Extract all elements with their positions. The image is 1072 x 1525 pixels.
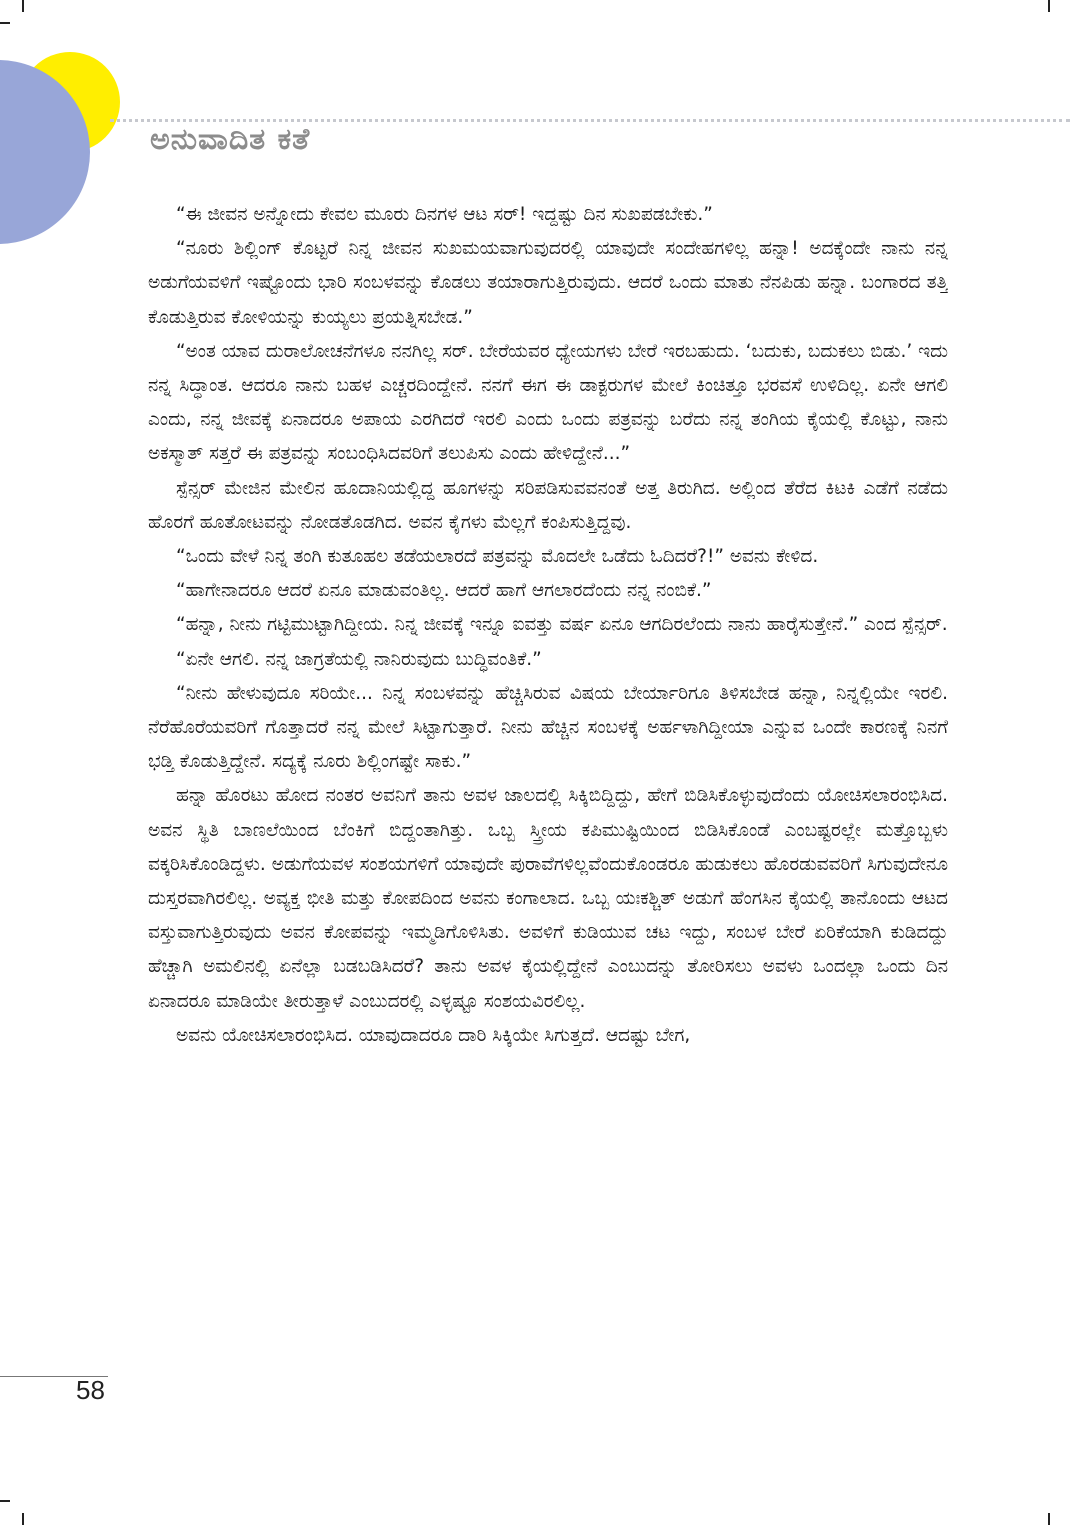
crop-mark bbox=[22, 1513, 24, 1525]
section-title: ಅನುವಾದಿತ ಕತೆ bbox=[150, 122, 311, 157]
paragraph: “ಏನೇ ಆಗಲಿ. ನನ್ನ ಜಾಗ್ರತೆಯಲ್ಲಿ ನಾನಿರುವುದು ಬುದ್ಧಿವಂತಿಕೆ.” bbox=[176, 648, 542, 670]
paragraph: “ಹಾಗೇನಾದರೂ ಆದರೆ ಏನೂ ಮಾಡುವಂತಿಲ್ಲ. ಆದರೆ ಹಾಗೆ ಆಗಲಾರದೆಂದು ನನ್ನ ನಂಬಿಕೆ.” bbox=[176, 580, 712, 602]
paragraph: “ಅಂತ ಯಾವ ದುರಾಲೋಚನೆಗಳೂ ನನಗಿಲ್ಲ ಸರ್. ಬೇರೆಯವರ ಧ್ಯೇಯಗಳು ಬೇರೆ ಇರಬಹುದು. ‘ಬದುಕು, ಬದುಕಲು ಬಿಡು.’ ಇದು ನನ್ನ ಸಿದ್ಧಾಂತ. ಆದರೂ ನಾನು ಬಹಳ ಎಚ್ಚರದಿಂದ್ದೇನೆ. ನನಗೆ ಈಗ ಈ ಡಾಕ್ಟರುಗಳ ಮೇಲೆ ಕಿಂಚಿತ್ತೂ ಭರವಸೆ ಉಳಿದಿಲ್ಲ. ಏನೇ ಆಗಲಿ ಎಂದು, ನನ್ನ ಜೀವಕ್ಕೆ ಏನಾದರೂ ಅಪಾಯ ಎರಗಿದರೆ ಇರಲಿ ಎಂದು ಒಂದು ಪತ್ರವನ್ನು ಬರೆದು ನನ್ನ ತಂಗಿಯ ಕೈಯಲ್ಲಿ ಕೊಟ್ಟು, ನಾನು ಅಕಸ್ಮಾತ್ ಸತ್ತರೆ ಈ ಪತ್ರವನ್ನು ಸಂಬಂಧಿಸಿದವರಿಗೆ ತಲುಪಿಸು ಎಂದು ಹೇಳಿದ್ದೇನೆ...” bbox=[148, 340, 948, 465]
crop-mark bbox=[0, 22, 10, 24]
crop-mark bbox=[1048, 1513, 1050, 1525]
crop-mark bbox=[22, 0, 24, 12]
paragraph: ಸ್ಪೆನ್ಸರ್ ಮೇಜಿನ ಮೇಲಿನ ಹೂದಾನಿಯಲ್ಲಿದ್ದ ಹೂಗಳನ್ನು ಸರಿಪಡಿಸುವವನಂತೆ ಅತ್ತ ತಿರುಗಿದ. ಅಲ್ಲಿಂದ ತೆರೆದ ಕಿಟಕಿ ಎಡೆಗೆ ನಡೆದು ಹೊರಗೆ ಹೂತೋಟವನ್ನು ನೋಡತೊಡಗಿದ. ಅವನ ಕೈಗಳು ಮೆಲ್ಲಗೆ ಕಂಪಿಸುತ್ತಿದ್ದವು. bbox=[148, 477, 948, 533]
paragraph: “ಈ ಜೀವನ ಅನ್ನೋದು ಕೇವಲ ಮೂರು ದಿನಗಳ ಆಟ ಸರ್! ಇದ್ದಷ್ಟು ದಿನ ಸುಖಪಡಬೇಕು.” bbox=[176, 204, 713, 225]
paragraph: ಹನ್ನಾ ಹೊರಟು ಹೋದ ನಂತರ ಅವನಿಗೆ ತಾನು ಅವಳ ಜಾಲದಲ್ಲಿ ಸಿಕ್ಕಿಬಿದ್ದಿದ್ದು, ಹೇಗೆ ಬಿಡಿಸಿಕೊಳ್ಳುವುದೆಂದು ಯೋಚಿಸಲಾರಂಭಿಸಿದ. ಅವನ ಸ್ಥಿತಿ ಬಾಣಲೆಯಿಂದ ಬೆಂಕಿಗೆ ಬಿದ್ದಂತಾಗಿತ್ತು. ಒಬ್ಬ ಸ್ತ್ರೀಯ ಕಪಿಮುಷ್ಟಿಯಿಂದ ಬಿಡಿಸಿಕೊಂಡೆ ಎಂಬಷ್ಟರಲ್ಲೇ ಮತ್ತೊಬ್ಬಳು ವಕ್ಕರಿಸಿಕೊಂಡಿದ್ದಳು. ಅಡುಗೆಯವಳ ಸಂಶಯಗಳಿಗೆ ಯಾವುದೇ ಪುರಾವೆಗಳಿಲ್ಲವೆಂದುಕೊಂಡರೂ ಹುಡುಕಲು ಹೊರಡುವವರಿಗೆ ಸಿಗುವುದೇನೂ ದುಸ್ತರವಾಗಿರಲಿಲ್ಲ. ಅವ್ಯಕ್ತ ಭೀತಿ ಮತ್ತು ಕೋಪದಿಂದ ಅವನು ಕಂಗಾಲಾದ. ಒಬ್ಬ ಯಃಕಶ್ಚಿತ್ ಅಡುಗೆ ಹೆಂಗಸಿನ ಕೈಯಲ್ಲಿ ತಾನೊಂದು ಆಟದ ವಸ್ತುವಾಗುತ್ತಿರುವುದು ಅವನ ಕೋಪವನ್ನು ಇಮ್ಮಡಿಗೊಳಿಸಿತು. ಅವಳಿಗೆ ಕುಡಿಯುವ ಚಟ ಇದ್ದು, ಸಂಬಳ ಬೇರೆ ಏರಿಕೆಯಾಗಿ ಕುಡಿದದ್ದು ಹೆಚ್ಚಾಗಿ ಅಮಲಿನಲ್ಲಿ ಏನೆಲ್ಲಾ ಬಡಬಡಿಸಿದರೆ? ತಾನು ಅವಳ ಕೈಯಲ್ಲಿದ್ದೇನೆ ಎಂಬುದನ್ನು ತೋರಿಸಲು ಅವಳು ಒಂದಲ್ಲಾ ಒಂದು ದಿನ ಏನಾದರೂ ಮಾಡಿಯೇ ತೀರುತ್ತಾಳೆ ಎಂಬುದರಲ್ಲಿ ಎಳ್ಳಷ್ಟೂ ಸಂಶಯವಿರಲಿಲ್ಲ. bbox=[148, 785, 948, 1012]
story-body bbox=[148, 198, 948, 1398]
crop-mark bbox=[1048, 0, 1050, 12]
crop-mark bbox=[0, 1500, 10, 1502]
paragraph: “ನೀನು ಹೇಳುವುದೂ ಸರಿಯೇ... ನಿನ್ನ ಸಂಬಳವನ್ನು ಹೆಚ್ಚಿಸಿರುವ ವಿಷಯ ಬೇರ್ಯಾರಿಗೂ ತಿಳಿಸಬೇಡ ಹನ್ನಾ, ನಿನ್ನಲ್ಲಿಯೇ ಇರಲಿ. ನೆರೆಹೊರೆಯವರಿಗೆ ಗೊತ್ತಾದರೆ ನನ್ನ ಮೇಲೆ ಸಿಟ್ಟಾಗುತ್ತಾರೆ. ನೀನು ಹೆಚ್ಚಿನ ಸಂಬಳಕ್ಕೆ ಅರ್ಹಳಾಗಿದ್ದೀಯಾ ಎನ್ನುವ ಒಂದೇ ಕಾರಣಕ್ಕೆ ನಿನಗೆ ಭಡ್ತಿ ಕೊಡುತ್ತಿದ್ದೇನೆ. ಸದ್ಯಕ್ಕೆ ನೂರು ಶಿಲ್ಲಿಂಗಷ್ಟೇ ಸಾಕು.” bbox=[148, 682, 948, 773]
paragraph: “ಒಂದು ವೇಳೆ ನಿನ್ನ ತಂಗಿ ಕುತೂಹಲ ತಡೆಯಲಾರದೆ ಪತ್ರವನ್ನು ಮೊದಲೇ ಒಡೆದು ಓದಿದರೆ?!” ಅವನು ಕೇಳಿದ. bbox=[176, 546, 819, 568]
paragraph: “ಹನ್ನಾ, ನೀನು ಗಟ್ಟಿಮುಟ್ಟಾಗಿದ್ದೀಯ. ನಿನ್ನ ಜೀವಕ್ಕೆ ಇನ್ನೂ ಐವತ್ತು ವರ್ಷ ಏನೂ ಆಗದಿರಲೆಂದು ನಾನು ಹಾರೈಸುತ್ತೇನೆ.” ಎಂದ ಸ್ಪೆನ್ಸರ್. bbox=[176, 614, 948, 636]
page-number: 58 bbox=[76, 1375, 105, 1405]
paragraph: “ನೂರು ಶಿಲ್ಲಿಂಗ್ ಕೊಟ್ಟರೆ ನಿನ್ನ ಜೀವನ ಸುಖಮಯವಾಗುವುದರಲ್ಲಿ ಯಾವುದೇ ಸಂದೇಹಗಳಿಲ್ಲ ಹನ್ನಾ! ಅದಕ್ಕೆಂದೇ ನಾನು ನನ್ನ ಅಡುಗೆಯವಳಿಗೆ ಇಷ್ಟೊಂದು ಭಾರಿ ಸಂಬಳವನ್ನು ಕೊಡಲು ತಯಾರಾಗುತ್ತಿರುವುದು. ಆದರೆ ಒಂದು ಮಾತು ನೆನಪಿಡು ಹನ್ನಾ. ಬಂಗಾರದ ತತ್ತಿ ಕೊಡುತ್ತಿರುವ ಕೋಳಿಯನ್ನು ಕುಯ್ಯಲು ಪ್ರಯತ್ನಿಸಬೇಡ.” bbox=[148, 238, 948, 328]
paragraph: ಅವನು ಯೋಚಿಸಲಾರಂಭಿಸಿದ. ಯಾವುದಾದರೂ ದಾರಿ ಸಿಕ್ಕಿಯೇ ಸಿಗುತ್ತದೆ. ಆದಷ್ಟು ಬೇಗ, bbox=[176, 1024, 691, 1046]
